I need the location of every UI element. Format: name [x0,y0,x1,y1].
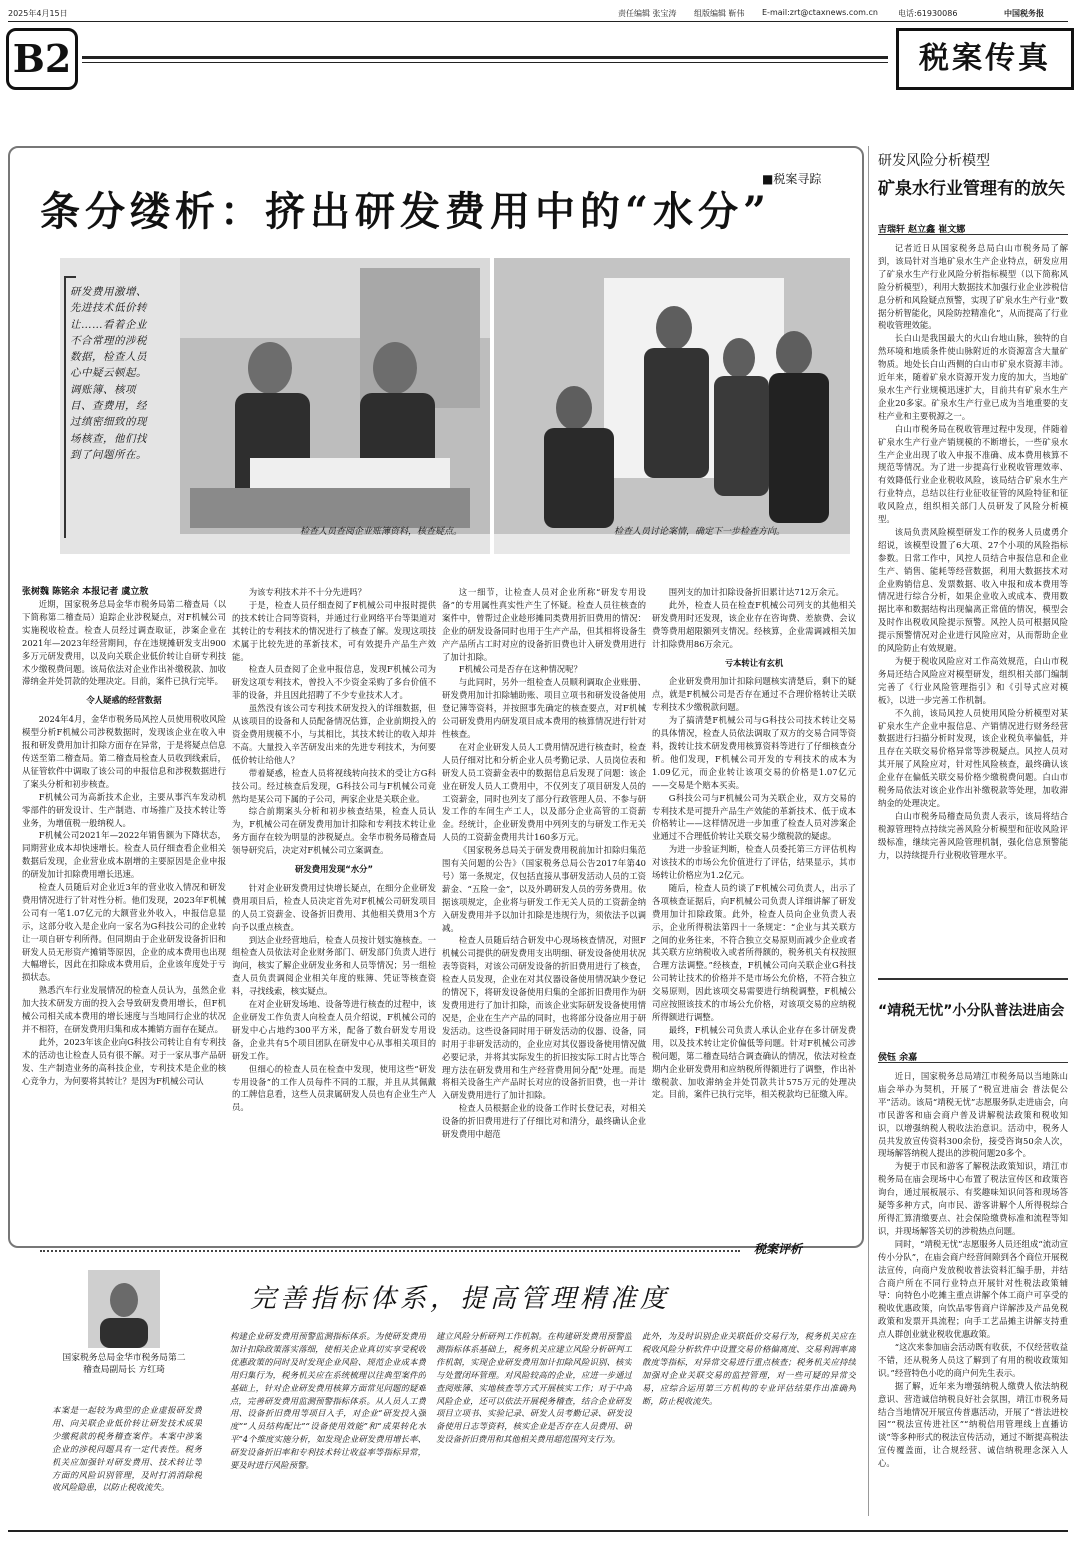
top-rule [8,21,1068,22]
subheading: 研发费用发现“水分” [294,864,373,875]
portrait-avatar-icon [88,1270,160,1348]
paragraph: 为该专利技术并不十分先进吗？ [248,587,367,597]
paper-name: 中国税务报 [1004,9,1044,18]
editor-credit: 责任编辑 张宝涛 [618,9,677,18]
paragraph: 但细心的检查人员在检查中发现，使用这些“研发专用设备”的工作人员每件不同的工服，并且从其佩戴的工牌信息看，这些人员隶属研发人员也有企业生产人员。 [232,1063,436,1113]
sidebar-story1-title: 矿泉水行业管理有的放矢 [878,179,1065,199]
paragraph: 检查人员随后对企业近3年的营业收入情况和研发费用情况进行了针对性分析。他们发现，2023年F机械公司有一笔1.07亿元的大额营业外收入，申报信息显示，这部分收入是企业向一家名为G科技公司的企业转让一项自研专利所得。但同期由于企业研发设备折旧和研发人员无形资产摊销等原因，企业的成本费用也出现大幅增长，因此在扣除成本费用后，企业该年度处于亏损状态。 [22,882,226,983]
paragraph: 随后，检查人员约谈了F机械公司负责人，出示了各项核查证据后，向F机械公司负责人详细讲解了研发费用加计扣除政策。此外，检查人员向企业负责人表示，企业所得税法第四十一条规定：“企业与其关联方之间的业务往来，不符合独立交易原则而减少企业或者其关联方应纳税收入或者所得额的，税务机关有权按照合理方法调整。”经核查，F机械公司向关联企业G科技公司转让技术的价格并不是市场公允价格，不符合独立交易原则，因此该项交易需要进行纳税调整，F机械公司应按照该技术的市场公允价格，对该项交易的应纳税所得额进行调整。 [652,882,856,1022]
paragraph: 检查人员查阅了企业申报信息，发现F机械公司为研发这项专利技术，曾投入不少资金采购了多台价值不菲的设备，并且因此招聘了不少专业技术人才。 [232,664,436,701]
commentary-column-1: 本案是一起较为典型的企业虚报研发费用、向关联企业低价转让研发技术成果少缴税款的税务稽查案件。本案中涉案企业的涉税问题具有一定代表性。税务机关应加强针对研发费用、技术转让等方面的风险识别管理，及时打消消除税收风险隐患，以防止税收流失。 [52,1405,202,1493]
paragraph: 与此同时，另外一组检查人员顺利调取企业账册、研发费用加计扣除辅助账、项目立项书和研发设备使用登记簿等资料，并按照事先确定的核查要点，对F机械公司研发费用内研发项目成本费用的核算情况进行针对性核查。 [442,677,646,739]
paragraph: 针对企业研发费用过快增长疑点，在细分企业研发费用项目后，检查人员决定首先对F机械公司研发项目的人员工资薪金、设备折旧费用、其他相关费用3个方向予以重点核查。 [232,882,436,932]
paragraph: 此外，检查人员在检查F机械公司列支的其他相关研发费用时还发现，该企业存在咨询费、差旅费、会议费等费用超限额列支情况。经核算，企业需调减相关加计扣除费用86万余元。 [652,599,856,649]
footer-rule [8,1530,1068,1532]
header-rule [82,56,888,59]
sidebar-story1-body [878,242,1068,970]
paragraph: 检查人员随后结合研发中心现场核查情况，对照F机械公司提供的研发费用支出明细、研发设备使用状况表等资料，对该公司研发设备的折旧费用进行了核查，检查人员发现，企业在对其仪器设备使用情况缺少登记的情况下，将研发设备使用归集的全部折旧费用作为研发费用进行了加计扣除，而该企业实际研发设备使用情况是，企业在生产产品的同时，也将部分设备应用于研发活动。这些设备同时用于研发活动的仪器、设备，同时用于非研发活动的，企业应对其仪器设备使用情况做必要记录，并将其实际发生的折旧按实际工时占比等合理方法在研发费用和生产经营费用间分配”处理。而是将相关设备生产产品时长对应的设备折旧费，也一并计入研发费用进行了加计扣除。 [442,935,646,1101]
article-tag: ■税案寻踪 [762,172,822,186]
commentary-divider [40,1250,740,1252]
article-byline: 张树魏 陈铭余 本报记者 虞立敖 [22,587,149,597]
contact-phone: 电话:61930086 [898,9,958,18]
paragraph: F机械公司为高新技术企业，主要从事汽车发动机零部件的研发设计、生产制造、市场推广及技术转让等业务，为增值税一般纳税人。 [22,791,226,828]
paragraph: 2024年4月，金华市税务局风控人员使用税收风险模型分析F机械公司涉税数据时，发现该企业在收入申报和研发费用加计扣除方面存在异常，于是将疑点信息传送至第二稽查局。第二稽查局检查人员收到线索后，从征管软件中调取了该公司的申报信息和涉税数据进行了案头分析和初步核查。 [22,714,226,789]
pull-quote: 研发费用激增、先进技术低价转让……看着企业不合常理的涉税数据，检查人员心中疑云顿起。调账簿、核项目、查费用，经过缜密细致的现场核查，他们找到了问题所在。 [70,286,147,461]
paragraph: 白山市税务局在税收管理过程中发现，伴随着矿泉水生产行业产销规模的不断增长，一些矿泉水生产企业出现了收入申报不准确、成本费用核算不规范等情况。为了进一步提高行业税收管理效率、有效降低行业企业税收风险，该局结合矿泉水生产行业特点，总结以往行业征收征管的风险特征和征收风险点，组织相关部门人员研发了风险分析模型。 [878,423,1068,525]
paragraph: 为便于税收风险应对工作高效规范，白山市税务局还结合风险应对模型研发，组织相关部门编制完善了《行业风险管理指引》和《引导式应对模板》，以进一步完善工作机制。 [878,656,1068,705]
paragraph: 为了搞清楚F机械公司与G科技公司技术转让交易的具体情况，检查人员依法调取了双方的交易合同等资料，拨转让技术研发费用核算资料等进行了仔细核查分析。他们发现，F机械公司开发的专利技术的成本为1.09亿元，而企业转让该项交易的价格是1.07亿元——交易是个赔本买卖。 [652,715,856,790]
paragraph: G科技公司与F机械公司为关联企业，双方交易的专利技术是可提升产品生产效能的革新技术、低于成本价格转让——这样情况进一步加重了检查人员对涉案企业通过不合理低价转让关联交易少缴税款的疑虑。 [652,792,856,842]
paragraph: 不久前，该局风控人员使用风险分析模型对某矿泉水生产企业申报信息、产销情况进行财务经营数据进行扫描分析时发现，该企业税负率偏低，并且存在关联交易价格异常等涉税疑点。风控人员对其开展了风险应对，针对性风险核查，最终确认该企业存在偏低关联交易价格少缴税费问题。白山市税务局依法对该企业作出补缴税款等处理，加收滞纳金的处理决定。 [878,707,1068,808]
paragraph: 该局负责风险模型研发工作的税务人员虞勇介绍说，该模型设置了6大项、27个小项的风险指标参数。日常工作中，风控人员结合申报信息和企业生产、销售、能耗等经营数据，利用大数据技术对企业购销信息、发票数据、收入申报和成本费用等情况进行综合分析，如果企业收入或成本、费用数据比率和数据结构出现偏离正常值的情况，模型会及时作出税收风险提示预警。风控人员可根据风险提示预警情况对企业进行风险应对，从而帮助企业的风险防止有效规避。 [878,526,1068,654]
article-headline: 条分缕析：挤出研发费用中的“水分” [40,188,772,235]
contact-email[interactable]: E-mail:zrt@ctaxnews.com.cn [762,8,878,17]
author-portrait [88,1270,160,1348]
sidebar-story2-body [878,1070,1068,1510]
photo-discussion-icon [494,258,850,534]
article-column-1 [22,598,226,1242]
paragraph: 熟悉汽车行业发展情况的检查人员认为，虽然企业加大技术研发方面的投入会导致研发费用增长，但F机械公司相关成本费用的增长速度与当地同行企业的状况并不相符，在研发费用归集和成本摊销方面存在疑点。 [22,985,226,1034]
paragraph: 带着疑惑，检查人员将视线转向技术的受让方G科技公司。经过核查后发现，G科技公司与F机械公司竟然均是某公司下属的子公司，两家企业是关联企业。 [232,767,436,804]
paragraph: F机械公司2021年—2022年销售额为下降状态，同期营业成本却快速增长。检查人员仔细查看企业相关数据后发现，企业营业成本剧增的主要原因是企业申报的研发加计扣除费用增长迅速。 [22,830,226,880]
paragraph: 《国家税务总局关于研发费用税前加计扣除归集范围有关问题的公告》（国家税务总局公告2017年第40号）第一条规定，仅包括直接从事研发活动人员的工资薪金、“五险一金”，以及外聘研发人员的劳务费用。依据该项规定，企业将与研发工作无关人员的工资薪金纳入研发费用并予以加计扣除是违规行为，须依法予以调减。 [442,845,646,933]
sidebar-story1-byline: 吉瑞轩 赵立鑫 崔文娜 [878,225,966,235]
paragraph: 据了解，近年来为增强纳税人缴费人依法纳税意识、营造诚信纳税良好社会氛围，靖江市税务局结合当地情况开展宣传普惠活动，开展了“普法进校园”“税法宣传进社区”“纳税信用管理线上直播访谈”等多种形式的税法宣传活动，通过不断提高税法宣传覆盖面，让合规经营、诚信纳税理念深入人心。 [878,1380,1068,1469]
sidebar-story2-rule [878,1062,1068,1063]
column-separator [868,146,869,1516]
paragraph: 近日，国家税务总局靖江市税务局以当地陈山庙会举办为契机，开展了“税宣进庙会 普法促公平”活动。该局“靖税无忧”志愿服务队走进庙会，向市民游客和庙会商户普及讲解税法政策和税收知识，以增强纳税人税收法治意识。活动中，税务人员共发放宣传资料300余份，接受咨询50余人次，现场解答纳税人提出的涉税问题20多个。 [878,1071,1068,1159]
sidebar-story1-rule [878,234,1068,235]
paragraph: 为进一步验证判断，检查人员委托第三方评估机构对该技术的市场公允价值进行了评估，结果显示，其市场转让价格应为1.2亿元。 [652,844,856,881]
commentary-column-3: 建立风险分析研判工作机制。在构建研发费用预警监测指标体系基础上，税务机关应建立风险分析研判工作机制，实现企业研发费用加计扣除风险识别、核实与处置闭环管理。对风险较高的企业，应进一步通过查阅账簿、实地核查等方式开展核实工作；对于中高风险企业，还可以依法开展税务稽查，结合企业研发项目立项书、实验记录、研发人员考勤记录、研发设备使用日志等资料，核实企业是否存在人员费用、研发设备折旧费用和其他相关费用超范围列支行为。 [436,1331,632,1445]
subheading: 亏本转让有玄机 [724,657,784,668]
sidebar-story1-kicker: 研发风险分析模型 [878,153,990,169]
issue-date: 2025年4月15日 [8,9,68,18]
paragraph: 围列支的加计扣除设备折旧累计达712万余元。 [668,587,844,597]
paragraph: 最终，F机械公司负责人承认企业存在多计研发费用，以及技术转让定价偏低等问题。针对F机械公司涉税问题，第二稽查局结合调查确认的情况，依法对检查期内企业研发费用和应纳税所得额进行了调整，作出补缴税款、加收滞纳金并处罚款共计575万元的处理决定。目前，案件已执行完毕，相关税款均已征缴入库。 [652,1024,856,1100]
paragraph: 虽然没有该公司专利技术研发投入的详细数据，但从该项目的设备和人员配备情况估算，企业前期投入的资金费用规模不小，与其相比，其技术转让的收入却并不高。大量投入辛苦研发出来的先进专利技术，为何要低价转让给他人？ [232,703,436,765]
designer-credit: 组版编辑 靳伟 [694,9,745,18]
paragraph: 近期，国家税务总局金华市税务局第二稽查局（以下简称第二稽查局）追踪企业涉税疑点，对F机械公司实施税收检查。检查人员经过调查取证，涉案企业在2021年—2023年经营期间，存在违规摊研发支出900多万元研发费用，以及向关联企业低价转让自研专利技术少缴税费问题。该局依法对企业作出补缴税款、加收滞纳金并处罚款的处理决定。目前，案件已执行完毕。 [22,599,226,687]
commentary-author: 国家税务总局金华市税务局第二稽查局副局长 方红琦 [62,1353,186,1375]
paragraph: 同时，“靖税无忧”志愿服务人员还组成“流动宣传小分队”，在庙会商户经营间隙到各个商位开展税法宣传，向商户发放税收普法资料汇编手册，并结合商户所在不同行业特点开展针对性税法政策辅导：向特色小吃摊主重点讲解个体工商户可享受的税收优惠政策，向饮品零售商户详解涉及产品免税政策和发票开具流程；向手工艺品摊主讲解支持重点人群创业就业税收优惠政策。 [878,1238,1068,1340]
sidebar-divider [878,978,1068,980]
commentary-tag: 税案评析 [754,1242,803,1256]
paragraph: 在对企业研发场地、设备等进行核查的过程中，该企业研发工作负责人向检查人员介绍说，F机械公司的研发中心占地约300平方米，配备了数台研发专用设备，企业共有5个项目团队在研发中心从事相关项目的研发工作。 [232,999,436,1061]
paragraph: 为便于市民和游客了解税法政策知识，靖江市税务局在庙会现场中心布置了税法宣传区和政策咨询台，通过展板展示、有奖趣味知识问答和现场答疑等多种方式，向市民、游客讲解个人所得税综合所得汇算清缴要点、社会保险缴费标准和流程等知识，并现场解答关切的涉税热点问题。 [878,1161,1068,1236]
paragraph: 这一细节，让检查人员对企业所称“研发专用设备”的专用属性真实性产生了怀疑。检查人员往核查的案件中，曾帮过企业趁形摊同类费用折旧费用的情况：企业的研发设备同时也用于生产产品，但其相将设备生产产品所占工时对应的设备折旧费也计入研发费用进行了加计扣除。 [442,587,646,662]
commentary-column-2: 构建企业研发费用预警监测指标体系。为使研发费用加计扣除政策落实落细，使相关企业真切实享受税收优惠政策的同时及时发现企业风险、规范企业成本费用归集行为，税务机关应在系统梳理以往典型案件的基础上，针对企业研发费用核算方面常见问题的疑难点，完善研发费用监测预警指标体系。从人员人工费用、设备折旧费用等项目入手，对企业“研发投入强度”“人员结构配比”“设备使用效能”和“成果转化水平”4个维度实施分析，如发现企业研发费用增长率、研发设备折旧率和专利技术转让收益率等指标异常，要及时进行风险预警。 [230,1331,426,1471]
quote-bracket [64,276,76,538]
paragraph: 到达企业经营地后，检查人员按计划实施核查。一组检查人员依法对企业财务部门、研发部门负责人进行询问，核实了解企业研发业务和人员等情况；另一组检查人员负责调阅企业相关年度的账簿、凭证等核查资料，寻找线索，核实疑点。 [232,934,436,997]
paragraph: 于是，检查人员仔细查阅了F机械公司申报时提供的技术转让合同等资料，并通过行业网络平台等渠道对其转让的专利技术的情况进行了核查了解。发现这项技术属于比较先进的革新技术，可有效提升产品生产效能。 [232,599,436,662]
commentary-title: 完善指标体系，提高管理精准度 [250,1284,671,1314]
photo2-caption: 检查人员讨论案情，确定下一步检查方向。 [614,527,786,537]
paragraph: 此外，2023年该企业向G科技公司转让自有专利技术的活动也让检查人员有很不解。对于一家从事产品研发、生产制造业务的高科技企业，专利技术是企业的核心竞争力，为何要将其转让？是因为F机械公司认 [22,1036,226,1086]
paragraph: 检查人员根据企业的设备工作时长登记表，对相关设备的折旧费用进行了仔细比对和清分，最终确认企业研发费用中超范 [442,1103,646,1140]
paragraph: 记者近日从国家税务总局白山市税务局了解到，该局针对当地矿泉水生产企业特点，研发应用了矿泉水生产行业风险分析指标模型（以下简称风险分析模型），利用大数据技术加强行业企业涉税信息分析和风险疑点预警，实现了矿泉水生产行业“数据分析智能化，风险防控精准化”，从而提高了行业税收管理效能。 [878,243,1068,331]
paragraph: 白山市税务局稽查局负责人表示，该局将结合税源管理特点持续完善风险分析模型和征收风险评级标准，继续完善风险管理机制，强化信息预警能力，以持续提升行业税收管理水平。 [878,810,1068,860]
photo-panel-right [494,258,850,554]
paragraph: 企业研发费用加计扣除问题核实清楚后，剩下的疑点，就是F机械公司是否存在通过不合理价格转让关联专利技术少缴税款问题。 [652,676,856,713]
sidebar-story2-byline: 侯钰 余嘉 [878,1053,918,1063]
masthead-bar [8,6,1068,20]
paragraph: 综合前期案头分析和初步核查结果，检查人员认为，F机械公司在研发费用加计扣除和专利技术转让业务方面存在较为明显的涉税疑点。金华市税务局稽查局领导研究后，决定对F机械公司立案调查。 [232,806,436,856]
paragraph: “这次来参加庙会活动既有收获，不仅经营收益不错，还从税务人员这了解到了有用的税收政策知识。”经营特色小吃的商户何先生表示。 [878,1342,1068,1378]
photo1-caption: 检查人员查阅企业账簿资料，核查疑点。 [300,527,463,537]
header-rule-thin [82,62,888,63]
article-column-3 [442,586,646,1242]
sidebar-story2-title: “靖税无忧”小分队普法进庙会 [878,1003,1065,1019]
paragraph: F机械公司是否存在这种情况呢？ [458,664,582,675]
paragraph: 在对企业研发人员人工费用情况进行核查时，检查人员仔细对比和分析企业人员考勤记录、人员岗位表和研发人员工资薪金表中的数据信息后发现了问题：该企业在研发人员人工费用中，不仅列支了项目研发人员的工资薪金，同时也列支了部分行政管理人员、不参与研发工作的车间生产工人，以及部分企业高管的工资薪金。经统计，企业研发费用中列列支的与研发工作无关人员的工资薪金费用共计160多万元。 [442,741,646,843]
page-number-badge: B2 [6,28,78,90]
section-title: 税案传真 [896,28,1074,90]
paragraph: 长白山是我国最大的火山台地山脉，独特的自然环境和地质条件使山脉附近的水资源富含大量矿物质。地处长白山西侧的白山市矿泉水资源丰沛。近年来，随着矿泉水资源开发力度的加大，当地矿泉水生产行业规模迅速扩大，目前共有矿泉水生产企业20多家。矿泉水生产行业已成为当地重要的支柱产业和主要税源之一。 [878,333,1068,421]
article-column-2 [232,586,436,1242]
commentary-column-4: 此外，为及时识别企业关联低价交易行为，税务机关应在税收风险分析软件中设置交易价格偏离度、交易利润率离散度等指标，对异常交易进行重点核查；税务机关应持续加强对企业关联交易的监控管理，对一些可疑的异常交易，应综合运用第三方机构的专业评估结果作出准确判断，防止税收流失。 [642,1331,856,1406]
article-column-4 [652,586,856,1242]
subheading: 令人疑惑的经营数据 [86,695,162,706]
